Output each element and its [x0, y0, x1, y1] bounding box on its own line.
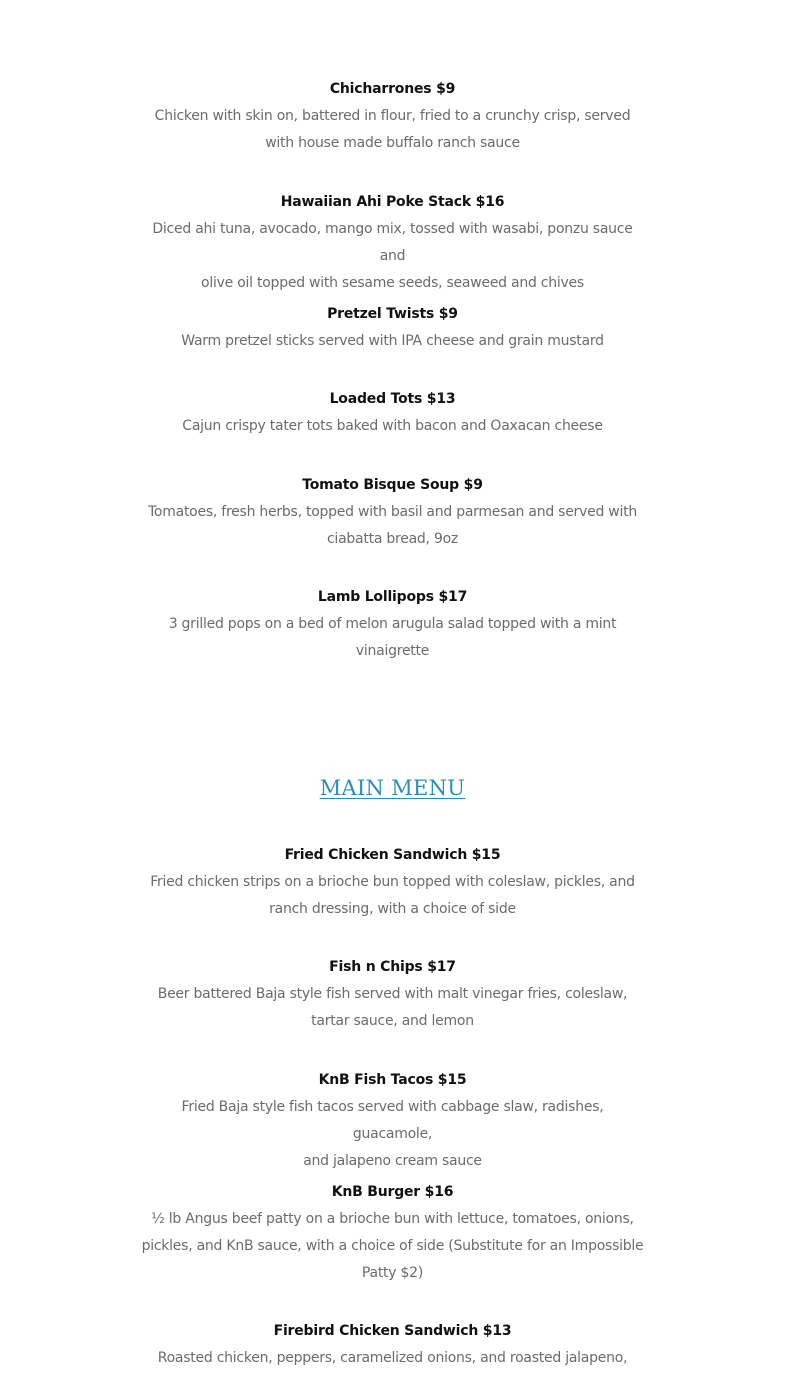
menu-item-title: Fish n Chips $17 [329, 959, 456, 975]
menu-item-description-line: Warm pretzel sticks served with IPA cheese and grain mustard [181, 333, 604, 349]
menu-column [140, 0, 645, 1374]
menu-item-description-line: ranch dressing, with a choice of side [269, 901, 516, 917]
menu-item [140, 386, 645, 440]
menu-item-title: KnB Burger $16 [331, 1184, 454, 1200]
menu-item [140, 76, 645, 157]
section-heading-main-menu[interactable]: MAIN MENU [319, 776, 466, 800]
menu-item-description-line: Patty $2) [361, 1265, 424, 1281]
menu-item-title: Tomato Bisque Soup $9 [302, 477, 483, 493]
menu-item [140, 1067, 645, 1175]
menu-item-title: Chicharrones $9 [329, 81, 456, 97]
menu-item [140, 1318, 645, 1372]
menu-item-title: Lamb Lollipops $17 [317, 589, 468, 605]
menu-item-title: Pretzel Twists $9 [327, 306, 458, 322]
menu-item [140, 472, 645, 553]
menu-item [140, 189, 645, 297]
menu-item [140, 301, 645, 355]
menu-item-title: Firebird Chicken Sandwich $13 [273, 1323, 512, 1339]
menu-item-description-line: Chicken with skin on, battered in flour, fried to a crunchy crisp, served [154, 108, 631, 124]
menu-item-description-line: Fried Baja style fish tacos served with cabbage slaw, radishes, guacamole, [181, 1099, 604, 1142]
menu-item-description-line: 3 grilled pops on a bed of melon arugula salad topped with a mint [168, 616, 617, 632]
menu-item [140, 954, 645, 1035]
menu-item-title: KnB Fish Tacos $15 [318, 1072, 467, 1088]
menu-item-description-line: pickles, and KnB sauce, with a choice of side (Substitute for an Impossible [141, 1238, 644, 1254]
menu-item-description-line: vinaigrette [355, 643, 430, 659]
menu-item-title: Hawaiian Ahi Poke Stack $16 [280, 194, 505, 210]
menu-item-description-line: olive oil topped with sesame seeds, seaweed and chives [201, 275, 584, 291]
menu-item-description-line: Cajun crispy tater tots baked with bacon and Oaxacan cheese [182, 418, 603, 434]
menu-item-description-line: tartar sauce, and lemon [311, 1013, 474, 1029]
menu-item-title: Fried Chicken Sandwich $15 [284, 847, 501, 863]
menu-item-description-line: Tomatoes, fresh herbs, topped with basil and parmesan and served with [147, 504, 638, 520]
menu-item-description-line: Diced ahi tuna, avocado, mango mix, tossed with wasabi, ponzu sauce and [152, 221, 633, 264]
menu-item [140, 584, 645, 665]
menu-item-description-line: with house made buffalo ranch sauce [265, 135, 520, 151]
menu-item-description-line: Fried chicken strips on a brioche bun topped with coleslaw, pickles, and [150, 874, 635, 890]
menu-item-description-line: Beer battered Baja style fish served with malt vinegar fries, coleslaw, [157, 986, 628, 1002]
menu-item [140, 842, 645, 923]
menu-item-title: Loaded Tots $13 [329, 391, 456, 407]
menu-item-description-line: ½ lb Angus beef patty on a brioche bun with lettuce, tomatoes, onions, [151, 1211, 634, 1227]
menu-item-description-line: Roasted chicken, peppers, caramelized onions, and roasted jalapeno, [157, 1350, 628, 1366]
menu-item [140, 1179, 645, 1287]
menu-item-description-line: and jalapeno cream sauce [303, 1153, 482, 1169]
menu-item-description-line: ciabatta bread, 9oz [326, 531, 459, 547]
